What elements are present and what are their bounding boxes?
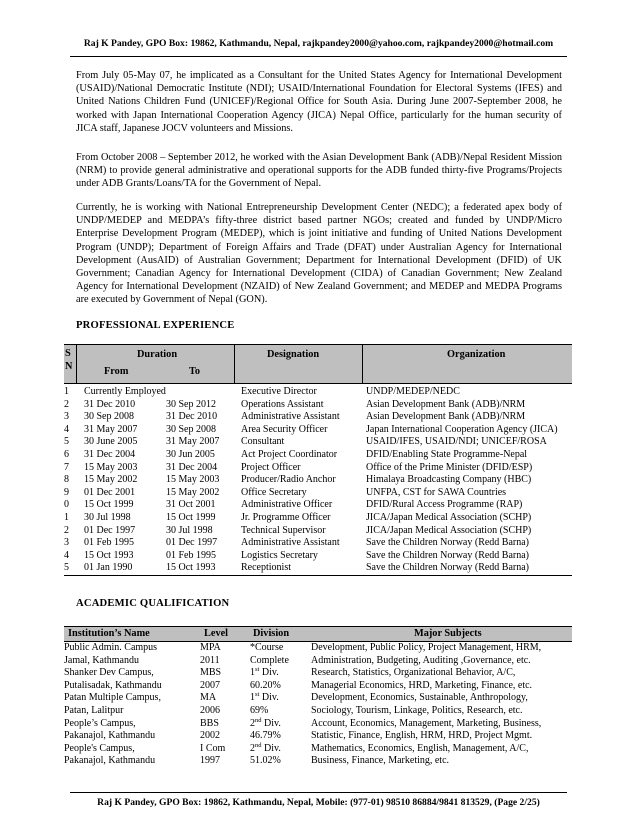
header-to: To <box>189 366 201 377</box>
table-row <box>64 386 572 399</box>
from-cell: 31 Dec 2004 <box>84 448 136 460</box>
table-row <box>64 692 572 705</box>
table-row <box>64 667 572 680</box>
institution-cell: Jamal, Kathmandu <box>64 654 139 666</box>
designation-cell: Jr. Programme Officer <box>241 511 331 523</box>
organization-cell: DFID/Rural Access Programme (RAP) <box>366 499 523 511</box>
paragraph-text: Currently, he is working with National Entrepreneurship Development Center (NEDC); a federated apex body of UNDP/MEDEP and MEDPA’s fifty-three district based partner NGOs; created and funded by UNDP/Micro Enterprise Development Program (MEDEP), which is joint initiative and funding of United Nations Development Program (UNDP); Department of Foreign Affairs and Trade (DFAT) under Australian Agency for International Development (AusAID) of Australian Government; Department for International Development (DFID) of UK Government; Canadian Agency for International Development (CIDA) of Canadian Government; New Zealand Agency for International Development (NZAID) of New Zealand Government; and MEDEP and MEDPA Programs are executed by Government of Nepal (GON). <box>76 202 562 306</box>
sn-cell: 2 <box>64 524 69 536</box>
division-ordinal: nd <box>255 716 262 724</box>
to-cell: 31 Oct 2001 <box>166 499 216 511</box>
column-divider <box>234 345 235 383</box>
level-cell: 2002 <box>200 730 220 742</box>
level-cell: 2007 <box>200 679 220 691</box>
level-cell: 1997 <box>200 755 220 767</box>
level-cell: MBS <box>200 667 222 679</box>
from-cell: 30 Sep 2008 <box>84 411 134 423</box>
table-row <box>64 512 572 525</box>
division-value: 2 <box>250 742 255 754</box>
column-divider <box>362 345 363 383</box>
from-cell: 01 Feb 1995 <box>84 537 134 549</box>
organization-cell: JICA/Japan Medical Association (SCHP) <box>366 524 532 536</box>
from-cell: 31 Dec 2010 <box>84 398 136 410</box>
table-row <box>64 499 572 512</box>
division-value: Complete <box>250 654 289 666</box>
header-from: From <box>104 366 129 377</box>
subjects-cell: Account, Economics, Management, Marketing, Business, <box>311 717 542 729</box>
sn-cell: 7 <box>64 461 69 473</box>
subjects-cell: Mathematics, Economics, English, Management, A/C, <box>311 742 529 754</box>
header-major-subjects: Major Subjects <box>414 628 482 639</box>
organization-cell: USAID/IFES, USAID/NDI; UNICEF/ROSA <box>366 436 547 448</box>
division-ordinal: st <box>255 666 260 674</box>
subjects-cell: Business, Finance, Marketing, etc. <box>311 755 450 767</box>
division-value: *Course <box>250 642 284 653</box>
table-row <box>64 487 572 500</box>
level-cell: MPA <box>200 642 221 653</box>
table-row <box>64 424 572 437</box>
sn-cell: 5 <box>64 436 69 448</box>
table-row <box>64 743 572 756</box>
organization-cell: JICA/Japan Medical Association (SCHP) <box>366 511 532 523</box>
to-cell: 30 Sep 2008 <box>166 423 216 435</box>
sn-cell: 6 <box>64 448 69 460</box>
section-title-academic: ACADEMIC QUALIFICATION <box>76 598 230 609</box>
designation-cell: Technical Supervisor <box>241 524 326 536</box>
designation-cell: Area Security Officer <box>241 423 328 435</box>
organization-cell: Japan International Cooperation Agency (JICA) <box>366 423 558 435</box>
sn-cell: 3 <box>64 537 69 549</box>
paragraph-consultancy <box>76 69 562 135</box>
organization-cell: UNDP/MEDEP/NEDC <box>366 386 460 397</box>
organization-cell: Save the Children Norway (Redd Barna) <box>366 562 530 574</box>
designation-cell: Project Officer <box>241 461 301 473</box>
institution-cell: Putalisadak, Kathmandu <box>64 679 162 691</box>
level-cell: BBS <box>200 717 219 729</box>
to-cell: 31 Dec 2004 <box>166 461 218 473</box>
division-value: 46.79% <box>250 730 281 742</box>
table-row <box>64 705 572 718</box>
designation-cell: Consultant <box>241 436 285 448</box>
level-cell: 2011 <box>200 654 220 666</box>
institution-cell: Public Admin. Campus <box>64 642 158 653</box>
header-duration: Duration <box>137 349 178 360</box>
to-cell: 30 Sep 2012 <box>166 398 216 410</box>
from-cell: 15 May 2002 <box>84 474 138 486</box>
designation-cell: Administrative Officer <box>241 499 333 511</box>
table-row <box>64 411 572 424</box>
division-value: 69% <box>250 704 269 716</box>
paragraph-text: From October 2008 – September 2012, he worked with the Asian Development Bank (ADB)/Nepal Resident Mission (NRM) to provide general administrative and operational supports for the ADB funded thirty-five Programs/Projects under ADB Grants/Loans/TA for the Government of Nepal. <box>76 152 562 190</box>
division-suffix: Div. <box>259 667 279 679</box>
table-row <box>64 550 572 563</box>
sn-cell: 1 <box>64 511 69 523</box>
academic-table-body <box>64 642 572 768</box>
division-cell <box>250 642 283 655</box>
page-footer: Raj K Pandey, GPO Box: 19862, Kathmandu, Nepal, Mobile: (977-01) 98510 86884/9841 813529, (Page 2/25) <box>97 797 540 808</box>
to-cell: 15 May 2003 <box>166 474 220 486</box>
division-cell <box>250 755 281 768</box>
to-cell: 15 Oct 1993 <box>166 562 216 574</box>
division-ordinal: st <box>255 691 260 699</box>
table-row <box>64 462 572 475</box>
from-cell: 01 Dec 1997 <box>84 524 136 536</box>
to-cell: 30 Jun 2005 <box>166 448 215 460</box>
sn-cell: 8 <box>64 474 69 486</box>
to-cell: 15 May 2002 <box>166 486 220 498</box>
footer-divider <box>70 792 567 793</box>
academic-table-header <box>64 626 572 642</box>
table-row <box>64 436 572 449</box>
from-cell: 01 Jan 1990 <box>84 562 133 574</box>
level-cell: I Com <box>200 742 226 754</box>
organization-cell: Himalaya Broadcasting Company (HBC) <box>366 474 532 486</box>
from-cell: 30 June 2005 <box>84 436 138 448</box>
designation-cell: Producer/Radio Anchor <box>241 474 336 486</box>
header-institution: Institution’s Name <box>68 628 150 639</box>
institution-cell: People’s Campus, <box>64 717 136 729</box>
header-level: Level <box>204 628 229 639</box>
division-value: 2 <box>250 717 255 729</box>
subjects-cell: Development, Economics, Sustainable, Anthropology, <box>311 692 528 704</box>
division-cell <box>250 692 279 705</box>
to-cell: 31 Dec 2010 <box>166 411 218 423</box>
to-cell: 01 Dec 1997 <box>166 537 218 549</box>
organization-cell: Asian Development Bank (ADB)/NRM <box>366 411 526 423</box>
from-cell: 30 Jul 1998 <box>84 511 131 523</box>
subjects-cell: Research, Statistics, Organizational Behavior, A/C, <box>311 667 516 679</box>
level-cell: MA <box>200 692 217 704</box>
from-cell: 15 May 2003 <box>84 461 138 473</box>
table-row <box>64 399 572 412</box>
table-row <box>64 537 572 550</box>
from-cell: 01 Dec 2001 <box>84 486 136 498</box>
to-cell: 31 May 2007 <box>166 436 220 448</box>
organization-cell: UNFPA, CST for SAWA Countries <box>366 486 507 498</box>
institution-cell: Patan, Lalitpur <box>64 704 124 716</box>
header-organization: Organization <box>447 349 506 360</box>
experience-table-header <box>64 344 572 384</box>
header-sn: S N <box>65 348 73 372</box>
table-row <box>64 562 572 575</box>
institution-cell: Pakanajol, Kathmandu <box>64 730 156 742</box>
organization-cell: Asian Development Bank (ADB)/NRM <box>366 398 526 410</box>
subjects-cell: Sociology, Tourism, Linkage, Politics, Research, etc. <box>311 704 523 716</box>
header-designation: Designation <box>267 349 320 360</box>
subjects-cell: Development, Public Policy, Project Management, HRM, <box>311 642 542 653</box>
paragraph-text: From July 05-May 07, he implicated as a Consultant for the United States Agency for International Development (USAID)/National Democratic Institute (NDI); USAID/International Foundation for Electoral Systems (IFES) and United Nations Children Fund (UNICEF)/Regional Office for South Asia. During June 2007-September 2008, he worked with Japan International Cooperation Agency (JICA) Nepal Office, particularly for the human security of JICA staff, Japanese JOCV volunteers and Missions. <box>76 70 562 134</box>
sn-cell: 0 <box>64 499 69 511</box>
table-row <box>64 680 572 693</box>
from-cell: 15 Oct 1999 <box>84 499 134 511</box>
sn-cell: 1 <box>64 386 69 397</box>
page-header: Raj K Pandey, GPO Box: 19862, Kathmandu, Nepal, rajkpandey2000@yahoo.com, rajkpandey2000@hotmail.com <box>83 38 554 49</box>
designation-cell: Receptionist <box>241 562 291 574</box>
table-row <box>64 718 572 731</box>
paragraph-adb <box>76 151 562 191</box>
level-cell: 2006 <box>200 704 220 716</box>
sn-cell: 4 <box>64 549 69 561</box>
paragraph-current <box>76 201 562 307</box>
sn-cell: 9 <box>64 486 69 498</box>
table-row <box>64 642 572 655</box>
organization-cell: Save the Children Norway (Redd Barna) <box>366 549 530 561</box>
division-suffix: Div. <box>259 692 279 704</box>
organization-cell: Save the Children Norway (Redd Barna) <box>366 537 530 549</box>
designation-cell: Operations Assistant <box>241 398 324 410</box>
division-value: 51.02% <box>250 755 281 767</box>
division-suffix: Div. <box>261 742 281 754</box>
subjects-cell: Administration, Budgeting, Auditing ,Governance, etc. <box>311 654 531 666</box>
designation-cell: Logistics Secretary <box>241 549 318 561</box>
sn-cell: 4 <box>64 423 69 435</box>
institution-cell: People's Campus, <box>64 742 135 754</box>
division-value: 1 <box>250 692 255 704</box>
table-row <box>64 525 572 538</box>
table-row <box>64 655 572 668</box>
subjects-cell: Managerial Economics, HRD, Marketing, Finance, etc. <box>311 679 533 691</box>
table-row <box>64 474 572 487</box>
to-cell: 15 Oct 1999 <box>166 511 216 523</box>
institution-cell: Pakanajol, Kathmandu <box>64 755 156 767</box>
designation-cell: Administrative Assistant <box>241 411 340 423</box>
experience-table-body <box>64 386 572 576</box>
from-cell: Currently Employed <box>84 386 166 397</box>
institution-cell: Patan Multiple Campus, <box>64 692 161 704</box>
sn-cell: 2 <box>64 398 69 410</box>
division-suffix: Div. <box>261 717 281 729</box>
organization-cell: DFID/Enabling State Programme-Nepal <box>366 448 528 460</box>
table-row <box>64 449 572 462</box>
designation-cell: Office Secretary <box>241 486 307 498</box>
division-cell <box>250 667 279 680</box>
sn-cell: 3 <box>64 411 69 423</box>
institution-cell: Shanker Dev Campus, <box>64 667 154 679</box>
to-cell: 30 Jul 1998 <box>166 524 213 536</box>
header-divider <box>70 56 567 57</box>
division-ordinal: nd <box>255 741 262 749</box>
sn-cell: 5 <box>64 562 69 574</box>
subjects-cell: Statistic, Finance, English, HRM, HRD, Project Mgmt. <box>311 730 533 742</box>
header-division: Division <box>253 628 290 639</box>
division-cell <box>250 718 281 731</box>
division-value: 1 <box>250 667 255 679</box>
table-row <box>64 755 572 768</box>
column-divider <box>76 345 77 383</box>
organization-cell: Office of the Prime Minister (DFID/ESP) <box>366 461 533 473</box>
designation-cell: Act Project Coordinator <box>241 448 338 460</box>
from-cell: 15 Oct 1993 <box>84 549 134 561</box>
table-row <box>64 730 572 743</box>
designation-cell: Executive Director <box>241 386 317 397</box>
section-title-experience: PROFESSIONAL EXPERIENCE <box>76 320 235 331</box>
designation-cell: Administrative Assistant <box>241 537 340 549</box>
to-cell: 01 Feb 1995 <box>166 549 216 561</box>
from-cell: 31 May 2007 <box>84 423 138 435</box>
division-cell <box>250 743 281 756</box>
division-value: 60.20% <box>250 679 281 691</box>
